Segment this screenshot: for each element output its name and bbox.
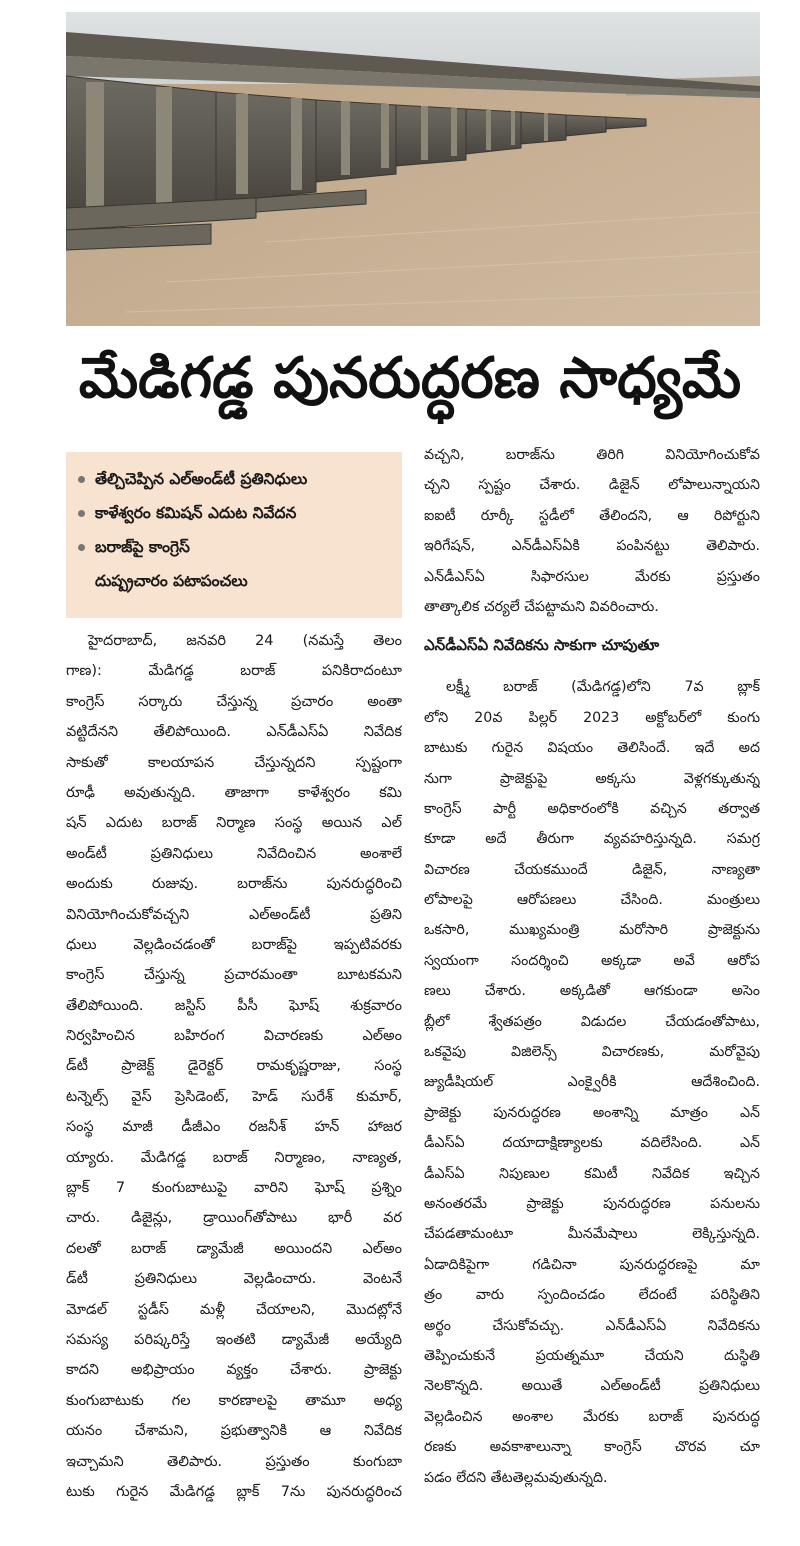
headline: మేడిగడ్డ పునరుద్ధరణ సాధ్యమే [78,346,742,411]
text-line: ధులు వెల్లడించడంతో బరాజ్‌పై ఇప్పటివరకు [66,936,402,953]
text-line: వెల్లడించిన అంశాల మేరకు బరాజ్‌ పునరుద్ధ [424,1408,760,1425]
text-line: లోని 20వ పిల్లర్‌ 2023 అక్టోబర్‌లో కుంగు [424,709,760,726]
text-line: హైదరాబాద్‌, జనవరి 24 (నమస్తే తెలం [88,633,402,649]
text-line: ఏడాదికిపైగా గడిచినా పునరుద్ధరణపై మా [424,1256,760,1273]
text-line: కాంగ్రెస్‌ పార్టీ అధికారంలోకి వచ్చిన తర్వాత [424,800,760,817]
barrage-image [66,12,760,326]
text-line: ఐఐటీ రూర్కీ స్టడీలో తేలిందని, ఆ రిపోర్టుని [424,507,760,524]
text-line: టుకు గురైన మేడిగడ్డ బ్లాక్‌ 7ను పునరుద్ధరించ [66,1483,402,1500]
text-line: రూఢీ అవుతున్నది. తాజాగా కాళేశ్వరం కమి [66,784,402,801]
text-line: గాణ): మేడిగడ్డ బరాజ్‌ పనికిరాదంటూ [66,663,402,680]
text-line: ఇరిగేషన్‌, ఎన్‌డీఎస్‌ఏకి పంపినట్టు తెలిపారు. [424,538,760,555]
text-line: నిర్వహించిన బహిరంగ విచారణకు ఎల్‌అం [66,1028,402,1045]
text-line: చారు. డిజైన్లు, డ్రాయింగ్‌తోపాటు భారీ వర [66,1210,402,1227]
highlight-item: తేల్చిచెప్పిన ఎల్‌అండ్‌టీ ప్రతినిధులు [78,462,394,496]
highlight-item: బరాజ్‌పై కాంగ్రెస్‌ [78,530,394,564]
text-line: డీఎస్‌ఏ నిపుణుల కమిటీ నివేదిక ఇచ్చిన [424,1165,760,1182]
text-line: ఒకసారి, ముఖ్యమంత్రి మరోసారి ప్రాజెక్టును [424,922,760,939]
text-line: లోపాలపై ఆరోపణలు చేసింది. మంత్రులు [424,892,760,909]
text-line: బ్లీలో శ్వేతపత్రం విడుదల చేయడంతోపాటు, [424,1013,760,1030]
text-line: షన్‌ ఎదుట బరాజ్‌ నిర్మాణ సంస్థ అయిన ఎల్‌ [66,815,402,832]
text-line: మోడల్‌ స్టడీస్‌ మళ్లీ చేయాలని, మొదట్లోనే [66,1301,402,1318]
text-line: సాకుతో కాలయాపన చేస్తున్నదని స్పష్టంగా [66,754,402,771]
text-line: చ్చని స్పష్టం చేశారు. డిజైన్‌ లోపాలున్నాయని [424,477,760,494]
highlight-item-continued: దుష్ప్రచారం పటాపంచలు [95,572,248,590]
text-line: ఎన్‌డీఎస్‌ఏ సిఫారసుల మేరకు ప్రస్తుతం [424,568,760,585]
text-line: యనం చేశామని, ప్రభుత్వానికి ఆ నివేదిక [66,1423,402,1440]
text-line: టన్నెల్స్‌ వైస్‌ ప్రెసిడెంట్‌, హెడ్‌ సురేశ్‌ కుమార్‌, [66,1088,402,1105]
text-line: సమస్య పరిష్కరిస్తే ఇంతటి డ్యామేజీ అయ్యేది [66,1331,402,1348]
text-line: డ్‌టీ ప్రాజెక్ట్‌ డైరెక్టర్‌ రామకృష్ణరాజు, సంస్థ [66,1058,402,1075]
bullet-icon [78,476,85,483]
text-line: అర్థం చేసుకోవచ్చు. ఎన్‌డీఎస్‌ఏ నివేదికను [424,1317,760,1334]
text-line: కాంగ్రెస్‌ చేస్తున్న ప్రచారమంతా బూటకమని [66,967,402,984]
text-line: చేపడతామంటూ మీనమేషాలు లెక్కిస్తున్నది. [424,1226,760,1243]
text-line: నెలకొన్నది. అయితే ఎల్‌అండ్‌టీ ప్రతినిధులు [424,1378,760,1395]
text-line: కుంగుబాటుకు గల కారణాలపై తామూ అధ్య [66,1392,402,1409]
text-line: జ్యుడీషియల్‌ ఎంక్వైరీకి ఆదేశించింది. [424,1074,760,1091]
text-line: వచ్చని, బరాజ్‌ను తిరిగి వినియోగించుకోవ [424,447,760,463]
article-body-left [66,626,402,1507]
highlights-box [66,452,402,618]
text-line: డీఎస్‌ఏ దయాదాక్షిణ్యాలకు వదిలేసింది. ఎన్‌ [424,1135,760,1152]
text-line: ప్రాజెక్టు పునరుద్ధరణ అంశాన్ని మాత్రం ఎన్‌ [424,1104,760,1121]
text-line: బాటుకు గురైన విషయం తెలిసిందే. ఇదే అద [424,740,760,757]
text-line: దలతో బరాజ్‌ డ్యామేజీ అయిందని ఎల్‌అం [66,1240,402,1257]
text-line: కూడా అదే తీరుగా వ్యవహరిస్తున్నది. సమగ్ర [424,831,760,848]
text-line: నుగా ప్రాజెక్టుపై అక్కసు వెళ్లగక్కుతున్న [424,770,760,787]
subheading: ఎన్‌డీఎస్‌ఏ నివేదికను సాకుగా చూపుతూ [424,636,660,655]
text-line: అనంతరమే ప్రాజెక్టు పునరుద్ధరణ పనులను [424,1195,760,1212]
article-body-right [424,440,760,1493]
text-line: వట్టిదేనని తేలిపోయింది. ఎన్‌డీఎస్‌ఏ నివేదిక [66,724,402,741]
text-line: త్రం వారు స్పందించడం లేదంటే పరిస్థితిని [424,1287,760,1304]
bullet-icon [78,544,85,551]
text-line: కాంగ్రెస్‌ సర్కారు చేస్తున్న ప్రచారం అంతా [66,693,402,710]
text-line: సంస్థ మాజీ డీజీఎం రజనీశ్‌ హన్‌ హాజర [66,1119,402,1136]
text-line: అండ్‌టీ ప్రతినిధులు నివేదించిన అంశాలే [66,845,402,862]
text-line: వినియోగించుకోవచ్చని ఎల్‌అండ్‌టీ ప్రతిని [66,906,402,923]
text-line: య్యారు. మేడిగడ్డ బరాజ్‌ నిర్మాణం, నాణ్యత, [66,1149,402,1166]
text-line: ఒకవైపు విజిలెన్స్‌ విచారణకు, మరోవైపు [424,1044,760,1061]
text-line: బ్లాక్‌ 7 కుంగుబాటుపై వారిని ఘోష్‌ ప్రశ్నిం [66,1180,402,1197]
bullet-icon [78,510,85,517]
text-line: పడం లేదని తేటతెల్లమవుతున్నది. [424,1469,608,1486]
text-line: కాదని అభిప్రాయం వ్యక్తం చేశారు. ప్రాజెక్టు [66,1362,402,1379]
text-line: ణలు చేశారు. అక్కడితో ఆగకుండా అసెం [424,983,760,1000]
text-line: ఇచ్చామని తెలిపారు. ప్రస్తుతం కుంగుబా [66,1453,402,1470]
text-line: తాత్కాలిక చర్యలే చేపట్టామని వివరించారు. [424,598,659,615]
text-line: తెప్పించుకునే ప్రయత్నమూ చేయని దుస్థితి [424,1347,760,1364]
highlight-item: కాళేశ్వరం కమిషన్‌ ఎదుట నివేదన [78,496,394,530]
text-line: డ్‌టీ ప్రతినిధులు వెల్లడించారు. వెంటనే [66,1271,402,1288]
barrage-photo [66,12,760,326]
text-line: విచారణ చేయకముందే డిజైన్‌, నాణ్యతా [424,861,760,878]
text-line: స్వయంగా సందర్శించి అక్కడా అవే ఆరోప [424,952,760,969]
text-line: లక్ష్మీ బరాజ్‌ (మేడిగడ్డ)లోని 7వ బ్లాక్‌ [446,679,760,696]
text-line: రణకు అవకాశాలున్నా కాంగ్రెస్‌ చొరవ చూ [424,1439,760,1456]
text-line: అందుకు రుజువు. బరాజ్‌ను పునరుద్ధరించి [66,876,402,893]
text-line: తేలిపోయింది. జస్టిస్‌ పీసీ ఘోష్‌ శుక్రవారం [66,997,402,1014]
